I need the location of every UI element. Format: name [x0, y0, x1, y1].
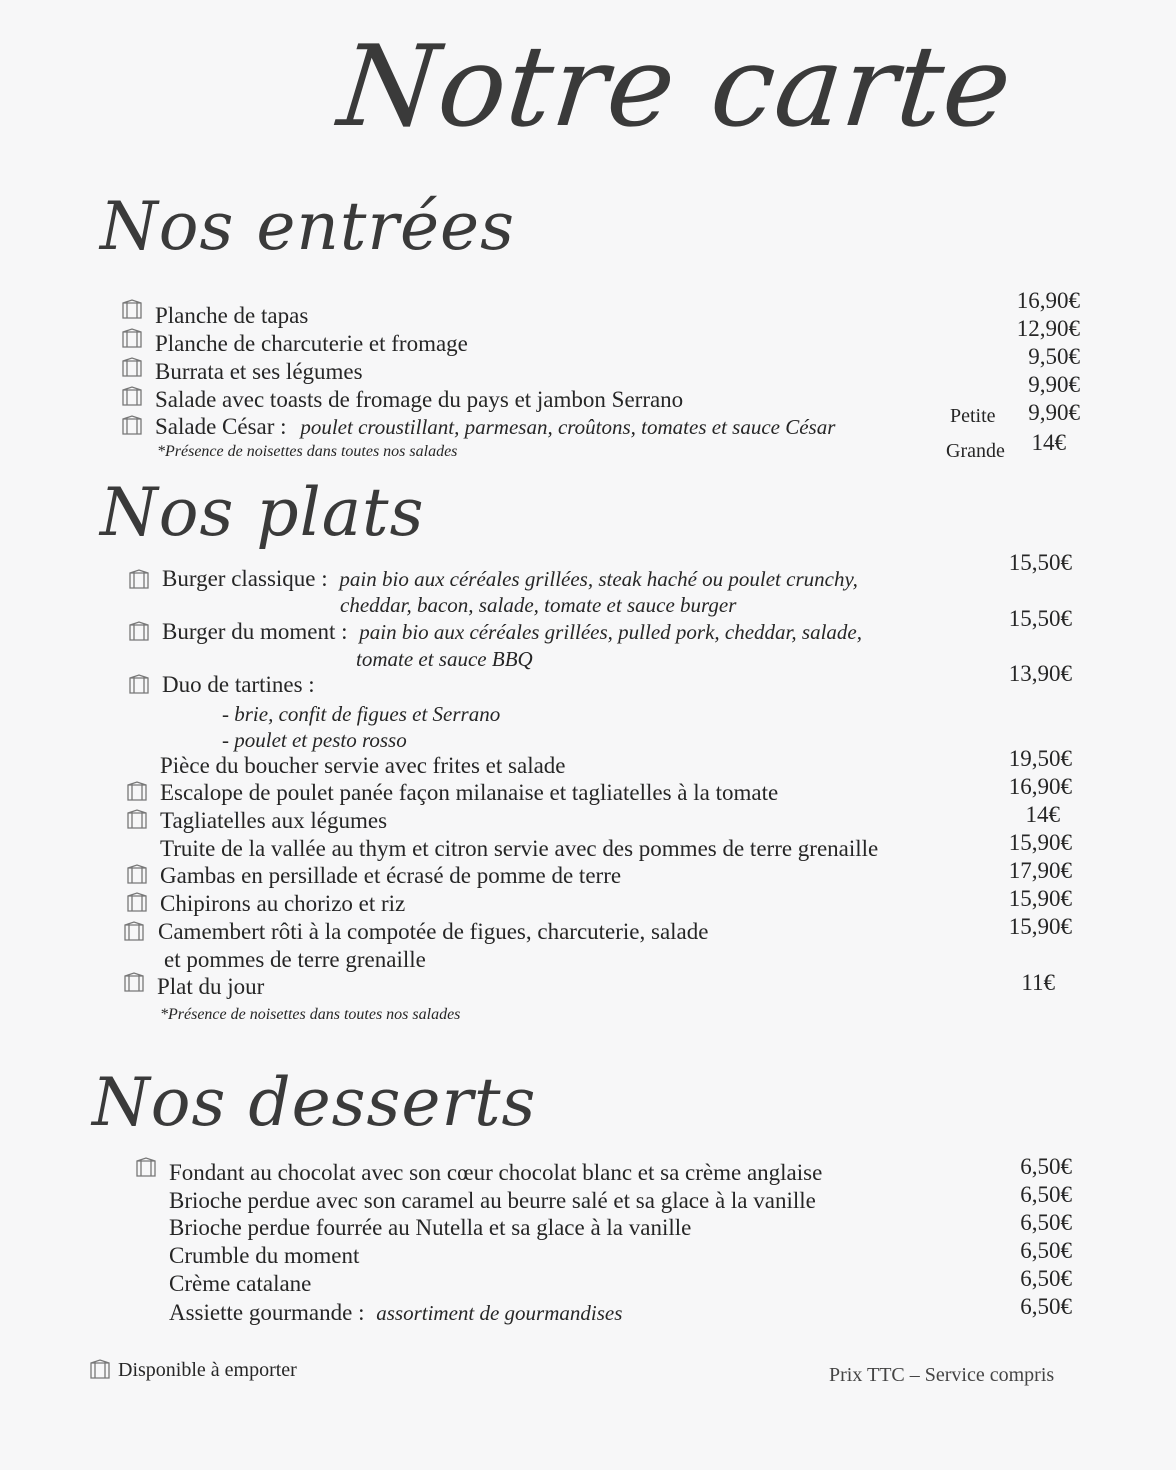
size-label-large: Grande — [946, 440, 1005, 462]
entree-item-name: Planche de charcuterie et fromage — [155, 331, 468, 356]
plat-item-sub: - brie, confit de figues et Serrano — [222, 702, 501, 726]
plat-item-price: 11€ — [1021, 970, 1055, 995]
takeaway-box-icon — [127, 620, 151, 642]
takeaway-box-icon — [120, 414, 144, 436]
size-label-small: Petite — [950, 405, 996, 427]
takeaway-box-icon — [125, 780, 149, 802]
plat-item-sub: - poulet et pesto rosso — [222, 728, 407, 752]
takeaway-box-icon — [120, 298, 144, 320]
plat-item-desc: cheddar, bacon, salade, tomate et sauce burger — [340, 593, 737, 617]
takeaway-box-icon — [125, 891, 149, 913]
entree-item-name: Salade avec toasts de fromage du pays et jambon Serrano — [155, 387, 684, 412]
entree-item-name: Planche de tapas — [155, 303, 309, 328]
plat-item — [162, 618, 862, 646]
takeaway-box-icon — [125, 808, 149, 830]
plat-item-name-line2: et pommes de terre grenaille — [164, 947, 426, 972]
takeaway-box-icon — [127, 568, 151, 590]
plat-item-price: 14€ — [1025, 802, 1060, 827]
plat-item-price: 15,90€ — [1008, 914, 1072, 939]
takeaway-legend: Disponible à emporter — [118, 1359, 297, 1381]
plat-item-name: Tagliatelles aux légumes — [160, 808, 388, 833]
dessert-item-price: 6,50€ — [1020, 1294, 1072, 1319]
dessert-item-name: Assiette gourmande : — [169, 1300, 365, 1325]
takeaway-box-icon — [120, 327, 144, 349]
plat-item-name: Truite de la vallée au thym et citron servie avec des pommes de terre grenaille — [160, 836, 879, 861]
plat-item-price: 15,90€ — [1008, 830, 1072, 855]
plat-item-price: 15,90€ — [1008, 886, 1072, 911]
entree-item-price: 9,50€ — [1028, 344, 1080, 369]
plat-item-name: Burger du moment : — [162, 619, 348, 644]
takeaway-box-icon — [125, 863, 149, 885]
dessert-item-price: 6,50€ — [1020, 1238, 1072, 1263]
dessert-item-price: 6,50€ — [1020, 1182, 1072, 1207]
takeaway-box-icon — [120, 385, 144, 407]
plat-item-name: Plat du jour — [157, 974, 265, 999]
plat-item-price: 15,50€ — [1008, 606, 1072, 631]
dessert-item-name: Crème catalane — [169, 1271, 312, 1296]
plat-item-desc: tomate et sauce BBQ — [356, 647, 533, 671]
dessert-item-desc: assortiment de gourmandises — [376, 1301, 623, 1325]
plat-item-name: Gambas en persillade et écrasé de pomme de terre — [160, 863, 622, 888]
plat-item-price: 17,90€ — [1008, 858, 1072, 883]
dessert-item-name: Brioche perdue fourrée au Nutella et sa glace à la vanille — [169, 1215, 692, 1240]
plats-note: *Présence de noisettes dans toutes nos salades — [160, 1006, 461, 1023]
entree-item-name: Burrata et ses légumes — [155, 359, 363, 384]
desserts-heading: Nos desserts — [92, 1064, 537, 1141]
entree-item-salade-cesar — [155, 413, 835, 441]
dessert-item-price: 6,50€ — [1020, 1266, 1072, 1291]
plat-item — [162, 565, 858, 593]
dessert-item-name: Crumble du moment — [169, 1243, 360, 1268]
entree-item-price-large: 14€ — [1031, 430, 1066, 455]
entrees-note: *Présence de noisettes dans toutes nos salades — [157, 443, 458, 460]
plat-item-name: Escalope de poulet panée façon milanaise et tagliatelles à la tomate — [160, 780, 779, 805]
takeaway-box-icon — [120, 356, 144, 378]
plat-item-price: 15,50€ — [1008, 550, 1072, 575]
dessert-item-name: Brioche perdue avec son caramel au beurre salé et sa glace à la vanille — [169, 1188, 816, 1213]
dessert-item-price: 6,50€ — [1020, 1210, 1072, 1235]
dessert-item-price: 6,50€ — [1020, 1154, 1072, 1179]
takeaway-box-icon — [134, 1156, 158, 1178]
plat-item-desc: pain bio aux céréales grillées, pulled pork, cheddar, salade, — [359, 620, 862, 644]
plat-item-name: Duo de tartines : — [162, 672, 315, 697]
plat-item-price: 13,90€ — [1008, 661, 1072, 686]
entree-item-price: 12,90€ — [1016, 316, 1080, 341]
entree-item-price: 9,90€ — [1028, 372, 1080, 397]
dessert-item — [169, 1299, 622, 1327]
takeaway-box-icon — [122, 971, 146, 993]
plat-item-price: 16,90€ — [1008, 774, 1072, 799]
plat-item-name: Chipirons au chorizo et riz — [160, 891, 406, 916]
price-note: Prix TTC – Service compris — [829, 1364, 1055, 1386]
takeaway-box-icon — [88, 1358, 112, 1380]
plat-item-name: Camembert rôti à la compotée de figues, charcuterie, salade — [158, 919, 709, 944]
plat-item-name: Burger classique : — [162, 566, 328, 591]
plats-heading: Nos plats — [100, 474, 425, 551]
plat-item-desc: pain bio aux céréales grillées, steak haché ou poulet crunchy, — [339, 567, 858, 591]
entree-item-price-small: 9,90€ — [1028, 400, 1080, 425]
entree-item-desc: poulet croustillant, parmesan, croûtons, tomates et sauce César — [300, 415, 836, 439]
page-title: Notre carte — [333, 22, 1019, 152]
plat-item-price: 19,50€ — [1008, 746, 1072, 771]
plat-item-name: Pièce du boucher servie avec frites et salade — [160, 753, 566, 778]
takeaway-box-icon — [122, 920, 146, 942]
entree-item-name: Salade César : — [155, 414, 287, 439]
takeaway-box-icon — [127, 673, 151, 695]
entrees-heading: Nos entrées — [100, 188, 515, 265]
entree-item-price: 16,90€ — [1016, 288, 1080, 313]
dessert-item-name: Fondant au chocolat avec son cœur chocolat blanc et sa crème anglaise — [169, 1160, 823, 1185]
